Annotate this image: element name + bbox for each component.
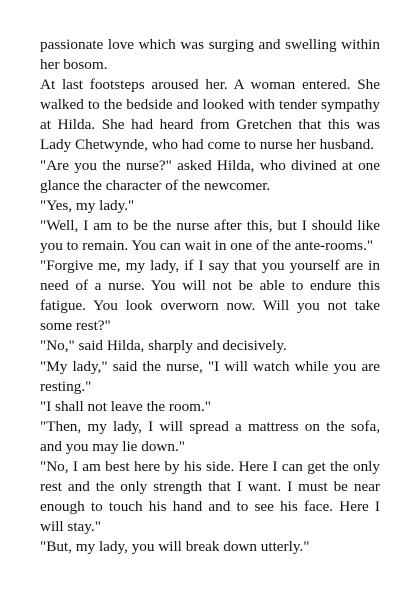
paragraph: "But, my lady, you will break down utterly." xyxy=(40,538,310,556)
paragraph: "No," said Hilda, sharply and decisively. xyxy=(40,337,287,355)
paragraph: "No, I am best here by his side. Here I can get the only rest and the only strength that I want. I must be near enough to touch his hand and to see his face. Here I will stay." xyxy=(40,457,380,536)
paragraph: "Are you the nurse?" asked Hilda, who divined at one glance the character of the newcomer. xyxy=(40,156,380,194)
paragraph: "Well, I am to be the nurse after this, but I should like you to remain. You can wait in one of the ante-rooms." xyxy=(40,216,380,254)
paragraph: "I shall not leave the room." xyxy=(40,397,211,415)
paragraph: "My lady," said the nurse, "I will watch while you are resting." xyxy=(40,357,380,395)
paragraph: "Then, my lady, I will spread a mattress on the sofa, and you may lie down." xyxy=(40,417,380,455)
paragraph: "Forgive me, my lady, if I say that you yourself are in need of a nurse. You will not be able to endure this fatigue. You look overworn now. Will you not take some rest?" xyxy=(40,257,380,335)
paragraph: "Yes, my lady." xyxy=(40,196,135,214)
paragraph: At last footsteps aroused her. A woman entered. She walked to the bedside and looked with tender sympathy at Hilda. She had heard from Gretchen that this was Lady Chetwynde, who had come to nurse her husband. xyxy=(40,76,380,154)
document-page xyxy=(40,35,380,557)
paragraph: passionate love which was surging and swelling within her bosom. xyxy=(40,36,380,74)
